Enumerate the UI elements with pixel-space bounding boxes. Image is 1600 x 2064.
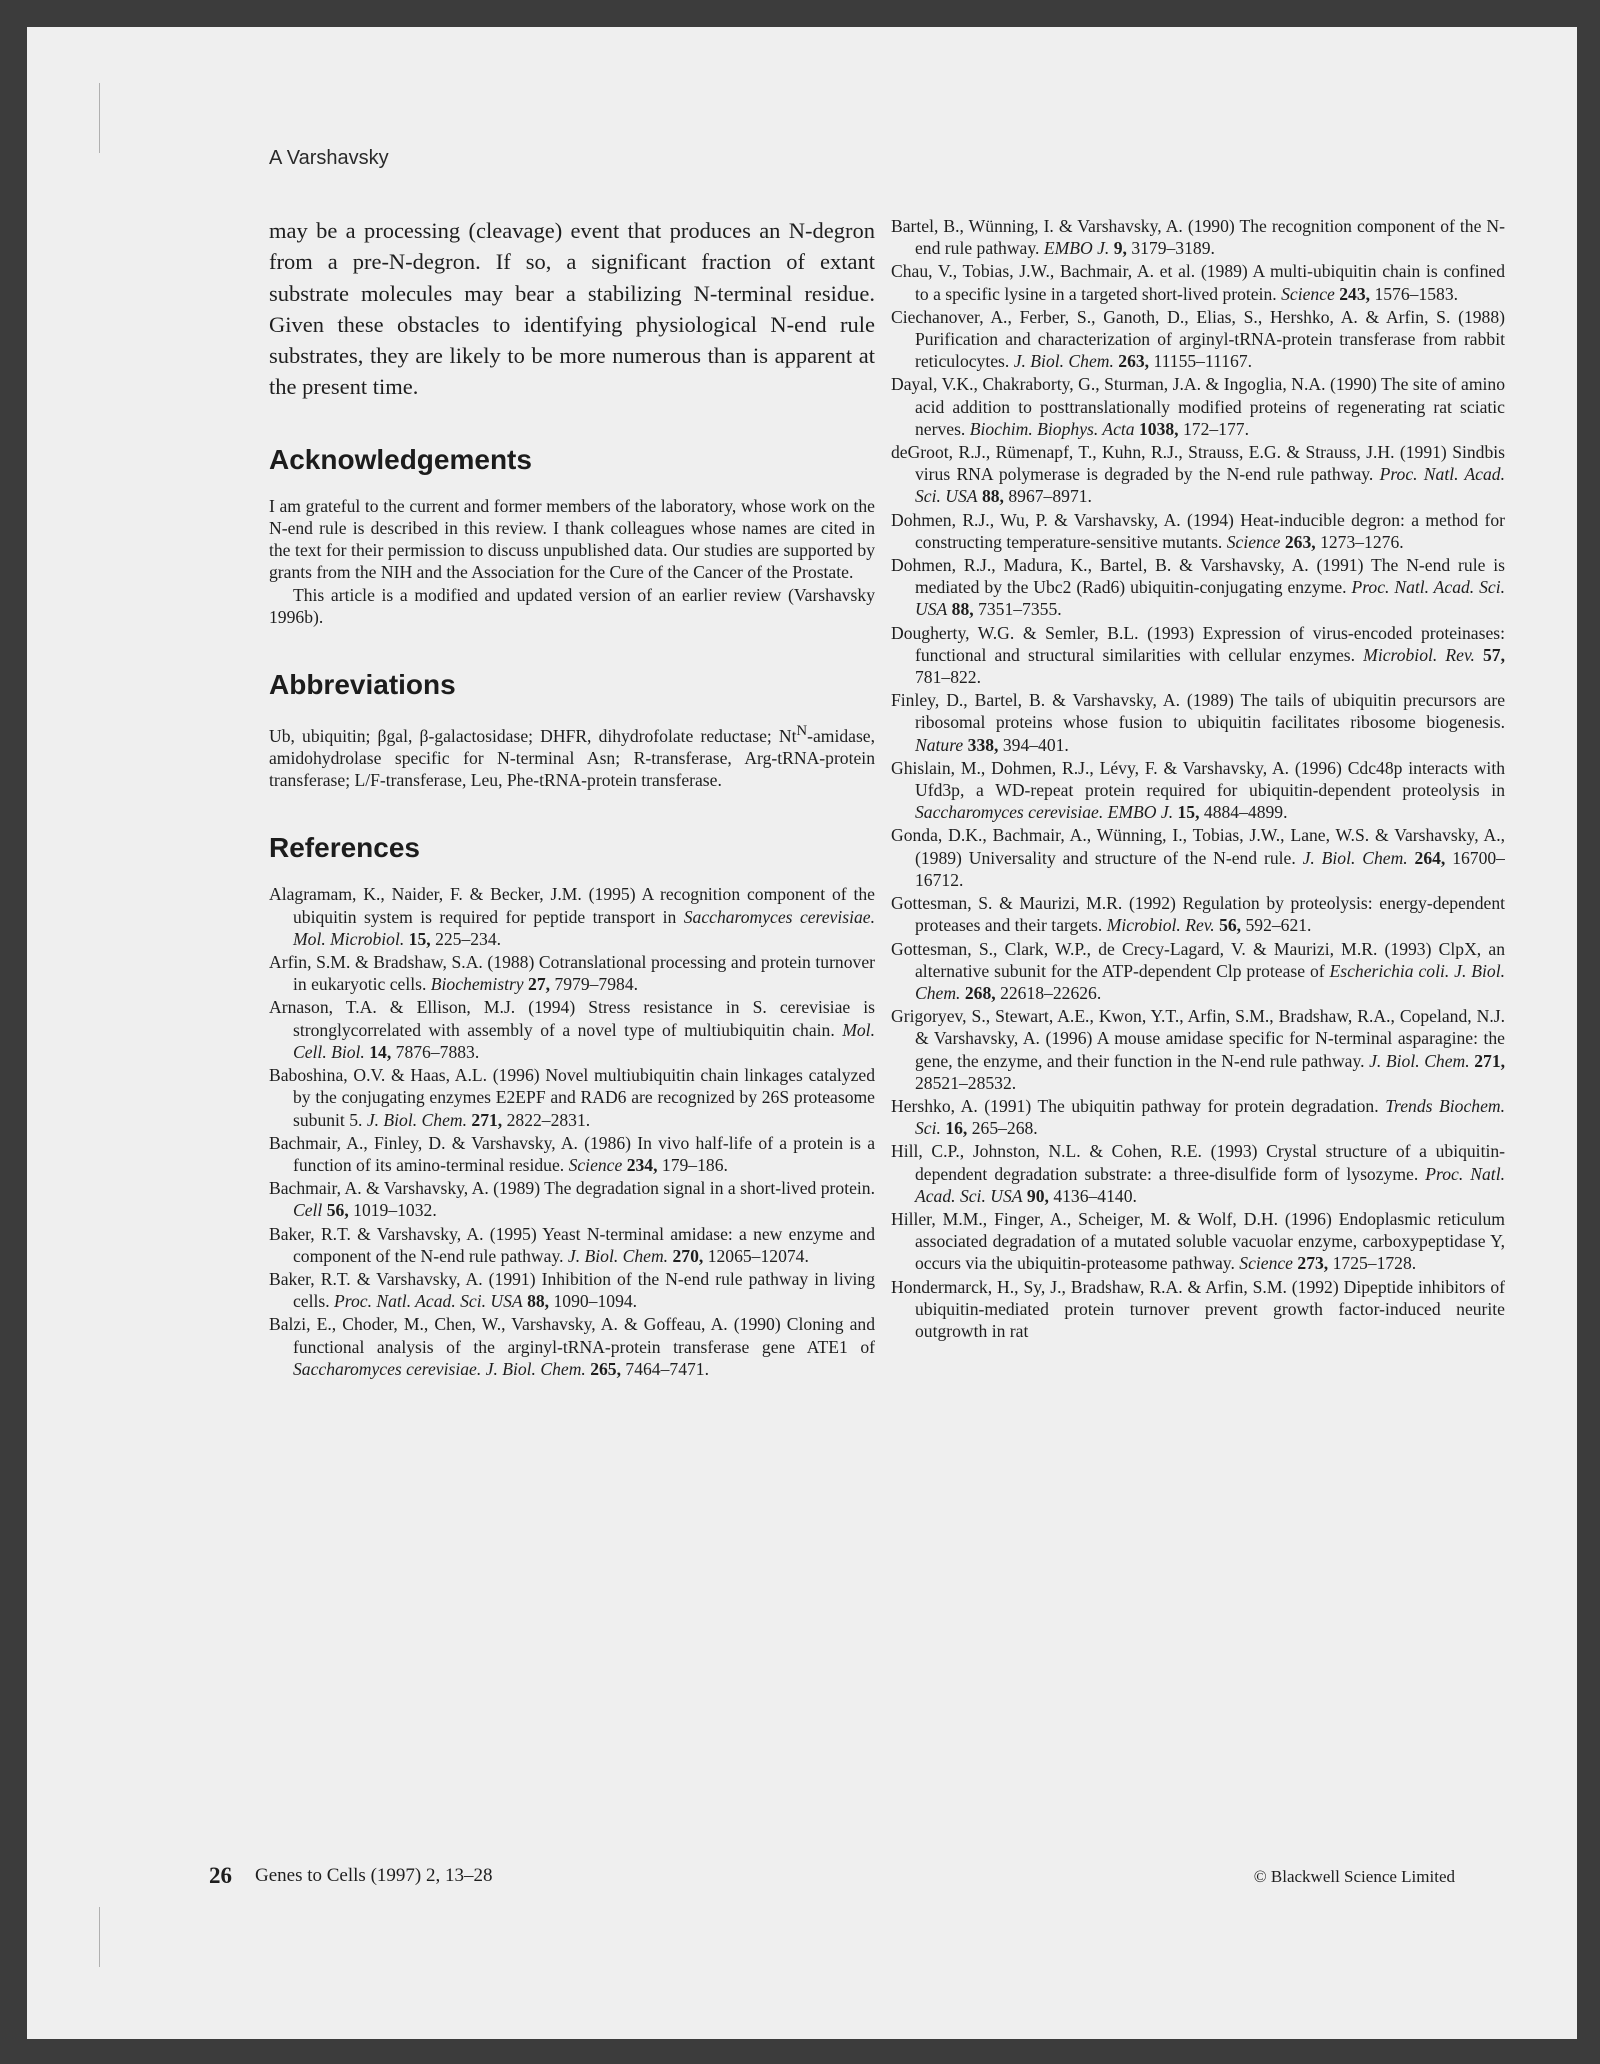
reference-item bbox=[891, 824, 1505, 891]
reference-text: Baker, R.T. & Varshavsky, A. (1991) Inhibition of the N-end rule pathway in living cells. bbox=[269, 1268, 875, 1312]
reference-item bbox=[891, 215, 1505, 259]
reference-volume: 270, bbox=[672, 1245, 704, 1266]
reference-pages: 1273–1276. bbox=[1320, 531, 1404, 552]
copyright-notice: © Blackwell Science Limited bbox=[1253, 1867, 1455, 1886]
reference-text: Arfin, S.M. & Bradshaw, S.A. (1988) Cotranslational processing and protein turnover in eukaryotic cells. bbox=[269, 952, 875, 995]
reference-item bbox=[891, 1208, 1505, 1275]
reference-item bbox=[891, 373, 1505, 440]
reference-pages: 172–177. bbox=[1182, 418, 1249, 439]
abbreviations-superscript: N bbox=[796, 723, 808, 739]
reference-journal: Mol. Cell. Biol. bbox=[293, 1019, 875, 1062]
reference-item bbox=[891, 892, 1505, 936]
reference-pages: 2822–2831. bbox=[506, 1109, 591, 1130]
reference-item bbox=[891, 441, 1505, 508]
reference-journal: Proc. Natl. Acad. Sci. USA bbox=[915, 1163, 1505, 1206]
reference-journal: Proc. Natl. Acad. Sci. USA bbox=[915, 577, 1505, 620]
reference-item bbox=[891, 509, 1505, 553]
reference-volume: 88, bbox=[951, 599, 974, 620]
reference-text: Balzi, E., Choder, M., Chen, W., Varshavsky, A. & Goffeau, A. (1990) Cloning and functional analysis of the arginyl-tRNA-protein transferase gene ATE1 of bbox=[269, 1314, 875, 1357]
reference-journal: Proc. Natl. Acad. Sci. USA bbox=[915, 464, 1505, 507]
reference-item bbox=[269, 1177, 875, 1221]
reference-pages: 179–186. bbox=[661, 1154, 728, 1175]
reference-text: deGroot, R.J., Rümenapf, T., Kuhn, R.J., Strauss, E.G. & Strauss, J.H. (1991) Sindbis virus RNA polymerase is degraded by the N-end rule pathway. bbox=[891, 442, 1505, 485]
reference-text: Bachmair, A., Finley, D. & Varshavsky, A. (1986) In vivo half-life of a protein is a function of its amino-terminal residue. bbox=[269, 1132, 875, 1175]
reference-pages: 12065–12074. bbox=[707, 1245, 809, 1266]
reference-pages: 1725–1728. bbox=[1332, 1253, 1417, 1274]
reference-journal: J. Biol. Chem. bbox=[1013, 351, 1114, 372]
reference-journal: Microbiol. Rev. bbox=[1363, 644, 1475, 665]
reference-text: Dohmen, R.J., Wu, P. & Varshavsky, A. (1994) Heat-inducible degron: a method for constructing temperature-sensitive mutants. bbox=[891, 509, 1505, 552]
reference-pages: 1090–1094. bbox=[553, 1291, 638, 1312]
reference-text: Hondermarck, H., Sy, J., Bradshaw, R.A. & Arfin, S.M. (1992) Dipeptide inhibitors of ubiquitin-mediated protein turnover prevent growth factor-induced neurite outgrowth in rat bbox=[891, 1276, 1505, 1341]
reference-volume: 264, bbox=[1414, 847, 1446, 868]
reference-text: Finley, D., Bartel, B. & Varshavsky, A. (1989) The tails of ubiquitin precursors are ribosomal proteins whose fusion to ubiquitin facilitates ribosome biogenesis. bbox=[891, 690, 1505, 733]
reference-text: Alagramam, K., Naider, F. & Becker, J.M. (1995) A recognition component of the ubiquitin system is required for peptide transport in bbox=[269, 884, 875, 927]
reference-pages: 8967–8971. bbox=[1008, 486, 1092, 507]
reference-journal: EMBO J. bbox=[1043, 238, 1110, 259]
journal-citation: Genes to Cells (1997) 2, 13–28 bbox=[255, 1865, 493, 1886]
reference-item bbox=[269, 1223, 875, 1267]
reference-journal: Cell bbox=[293, 1200, 323, 1221]
reference-item bbox=[891, 306, 1505, 373]
reference-list bbox=[269, 883, 875, 1379]
reference-journal: Science bbox=[1226, 531, 1281, 552]
reference-item bbox=[891, 1005, 1505, 1094]
reference-item bbox=[891, 1276, 1505, 1343]
page-number: 26 bbox=[209, 1863, 232, 1888]
reference-pages: 7351–7355. bbox=[978, 599, 1062, 620]
reference-volume: 263, bbox=[1284, 531, 1316, 552]
reference-text: Chau, V., Tobias, J.W., Bachmair, A. et al. (1989) A multi-ubiquitin chain is confined to a specific lysine in a targeted short-lived protein. bbox=[891, 261, 1505, 304]
reference-pages: 22618–22626. bbox=[1000, 982, 1102, 1003]
reference-journal: Microbiol. Rev. bbox=[1106, 915, 1215, 936]
reference-item bbox=[891, 689, 1505, 756]
margin-mark bbox=[99, 83, 100, 153]
reference-pages: 4136–4140. bbox=[1053, 1185, 1137, 1206]
reference-text: Bartel, B., Wünning, I. & Varshavsky, A. (1990) The recognition component of the N-end rule pathway. bbox=[891, 216, 1505, 259]
reference-text: Dougherty, W.G. & Semler, B.L. (1993) Expression of virus-encoded proteinases: functional and structural similarities with cellular enzymes. bbox=[891, 622, 1505, 665]
reference-text: Baker, R.T. & Varshavsky, A. (1995) Yeast N-terminal amidase: a new enzyme and component of the N-end rule pathway. bbox=[269, 1223, 875, 1266]
reference-pages: 3179–3189. bbox=[1131, 238, 1215, 259]
reference-pages: 7464–7471. bbox=[625, 1358, 709, 1379]
reference-item bbox=[269, 883, 875, 950]
reference-journal: Biochemistry bbox=[430, 974, 524, 995]
reference-journal: Science bbox=[1239, 1253, 1293, 1274]
reference-pages: 394–401. bbox=[1002, 734, 1069, 755]
reference-text: Dayal, V.K., Chakraborty, G., Sturman, J.A. & Ingoglia, N.A. (1990) The site of amino acid addition to posttranslationally modified proteins of regenerating rat sciatic nerves. bbox=[891, 374, 1505, 439]
reference-item bbox=[269, 1313, 875, 1380]
reference-volume: 27, bbox=[528, 974, 551, 995]
reference-journal: Saccharomyces cerevisiae. EMBO J. bbox=[915, 802, 1174, 823]
reference-volume: 16, bbox=[945, 1118, 968, 1139]
reference-volume: 88, bbox=[527, 1291, 550, 1312]
abbreviations-heading: Abbreviations bbox=[269, 669, 456, 700]
reference-pages: 265–268. bbox=[971, 1118, 1038, 1139]
acknowledgements-note: This article is a modified and updated version of an earlier review (Varshavsky 1996b). bbox=[269, 584, 875, 627]
reference-pages: 592–621. bbox=[1245, 915, 1312, 936]
reference-text: Arnason, T.A. & Ellison, M.J. (1994) Stress resistance in S. cerevisiae is stronglycorrelated with assembly of a novel type of multiubiquitin chain. bbox=[269, 997, 875, 1040]
reference-item bbox=[269, 1132, 875, 1176]
reference-text: Grigoryev, S., Stewart, A.E., Kwon, Y.T., Arfin, S.M., Bradshaw, R.A., Copeland, N.J. & Varshavsky, A. (1996) A mouse amidase specific for N-terminal asparagine: the gene, the enzyme, and their function in the N-end rule pathway. bbox=[891, 1006, 1505, 1071]
reference-journal: J. Biol. Chem. bbox=[366, 1109, 467, 1130]
reference-text: Baboshina, O.V. & Haas, A.L. (1996) Novel multiubiquitin chain linkages catalyzed by the conjugating enzymes E2EPF and RAD6 are recognized by 26S proteasome subunit 5. bbox=[269, 1065, 875, 1130]
reference-text: Dohmen, R.J., Madura, K., Bartel, B. & Varshavsky, A. (1991) The N-end rule is mediated by the Ubc2 (Rad6) ubiquitin-conjugating enzyme. bbox=[891, 555, 1505, 598]
reference-pages: 1576–1583. bbox=[1374, 283, 1459, 304]
reference-volume: 265, bbox=[590, 1358, 621, 1379]
reference-item bbox=[891, 1095, 1505, 1139]
reference-item bbox=[891, 938, 1505, 1005]
reference-pages: 225–234. bbox=[435, 928, 502, 949]
reference-journal: J. Biol. Chem. bbox=[567, 1245, 669, 1266]
reference-journal: J. Biol. Chem. bbox=[1369, 1050, 1470, 1071]
reference-journal: Escherichia coli. J. Biol. Chem. bbox=[915, 960, 1505, 1003]
reference-item bbox=[269, 951, 875, 995]
reference-volume: 268, bbox=[964, 982, 996, 1003]
reference-volume: 90, bbox=[1026, 1185, 1049, 1206]
reference-item bbox=[891, 260, 1505, 304]
reference-journal: Nature bbox=[915, 734, 964, 755]
reference-journal: Biochim. Biophys. Acta bbox=[969, 418, 1135, 439]
reference-text: Hill, C.P., Johnston, N.L. & Cohen, R.E. (1993) Crystal structure of a ubiquitin- dependent degradation substrate: a three-disulfide form of lysozyme. bbox=[891, 1141, 1505, 1184]
reference-journal: Saccharomyces cerevisiae. J. Biol. Chem. bbox=[293, 1358, 586, 1379]
reference-volume: 15, bbox=[408, 928, 431, 949]
reference-pages: 11155–11167. bbox=[1153, 351, 1253, 372]
reference-pages: 16700–16712. bbox=[915, 847, 1505, 890]
reference-pages: 1019–1032. bbox=[353, 1200, 437, 1221]
reference-text: Gottesman, S. & Maurizi, M.R. (1992) Regulation by proteolysis: energy-dependent proteases and their targets. bbox=[891, 893, 1505, 936]
left-column bbox=[269, 215, 875, 1823]
reference-pages: 28521–28532. bbox=[915, 1072, 1017, 1093]
reference-item bbox=[269, 1268, 875, 1312]
reference-pages: 4884–4899. bbox=[1203, 802, 1288, 823]
reference-volume: 271, bbox=[471, 1109, 503, 1130]
reference-text: Gottesman, S., Clark, W.P., de Crecy-Lagard, V. & Maurizi, M.R. (1993) ClpX, an alternative subunit for the ATP-dependent Clp protease of bbox=[891, 938, 1505, 981]
reference-item bbox=[891, 554, 1505, 621]
reference-text: Hershko, A. (1991) The ubiquitin pathway for protein degradation. bbox=[891, 1095, 1379, 1116]
right-column bbox=[891, 215, 1505, 1823]
reference-text: Gonda, D.K., Bachmair, A., Wünning, I., Tobias, J.W., Lane, W.S. & Varshavsky, A., (1989) Universality and structure of the N-end rule. bbox=[891, 825, 1505, 868]
reference-pages: 7979–7984. bbox=[554, 974, 639, 995]
reference-text: Ciechanover, A., Ferber, S., Ganoth, D., Elias, S., Hershko, A. & Arfin, S. (1988) Purification and characterization of arginyl-tRNA-protein transferase from rabbit reticulocytes. bbox=[891, 306, 1505, 372]
reference-journal: Trends Biochem. Sci. bbox=[915, 1095, 1505, 1139]
reference-volume: 273, bbox=[1297, 1253, 1329, 1274]
reference-pages: 781–822. bbox=[915, 667, 981, 688]
references-heading: References bbox=[269, 832, 420, 864]
reference-journal: Science bbox=[1281, 283, 1335, 304]
reference-journal: Proc. Natl. Acad. Sci. USA bbox=[334, 1291, 523, 1312]
reference-text: Ghislain, M., Dohmen, R.J., Lévy, F. & Varshavsky, A. (1996) Cdc48p interacts with Ufd3p, a WD-repeat protein required for ubiquitin-dependent proteolysis in bbox=[891, 757, 1505, 801]
reference-item bbox=[891, 757, 1505, 824]
journal-page bbox=[27, 27, 1577, 2039]
running-head: A Varshavsky bbox=[269, 147, 389, 169]
reference-item bbox=[891, 1140, 1505, 1207]
reference-item bbox=[269, 996, 875, 1063]
margin-mark bbox=[99, 1907, 100, 1967]
reference-pages: 7876–7883. bbox=[395, 1041, 480, 1062]
reference-volume: 56, bbox=[326, 1200, 349, 1221]
reference-volume: 88, bbox=[981, 486, 1004, 507]
reference-volume: 338, bbox=[967, 734, 999, 755]
reference-item bbox=[891, 622, 1505, 689]
reference-volume: 271, bbox=[1474, 1050, 1505, 1071]
reference-volume: 14, bbox=[369, 1041, 392, 1062]
intro-paragraph: may be a processing (cleavage) event that produces an N-degron from a pre-N-degron. If so, a significant fraction of extant substrate molecules may bear a stabilizing N-terminal residue. Given these obstacles to identifying physiological N-end rule substrates, they are likely to be more numerous than is apparent at the present time. bbox=[269, 218, 875, 400]
reference-text: Hiller, M.M., Finger, A., Scheiger, M. & Wolf, D.H. (1996) Endoplasmic reticulum associated degradation of a mutated soluble vacuolar enzyme, carboxypeptidase Y, occurs via the ubiquitin-proteasome pathway. bbox=[891, 1208, 1505, 1274]
abbreviations-text: -amidase, amidohydrolase specific for N-terminal Asn; R-transferase, Arg-tRNA-protein transferase; L/F-transferase, Leu, Phe-tRNA-protein transferase. bbox=[269, 725, 875, 791]
reference-volume: 234, bbox=[626, 1154, 658, 1175]
reference-journal: Science bbox=[568, 1154, 623, 1175]
acknowledgements-heading: Acknowledgements bbox=[269, 443, 532, 475]
reference-journal: J. Biol. Chem. bbox=[1302, 847, 1408, 868]
reference-text: Bachmair, A. & Varshavsky, A. (1989) The degradation signal in a short-lived protein. bbox=[269, 1178, 875, 1199]
reference-list bbox=[891, 215, 1505, 1342]
reference-item bbox=[269, 1064, 875, 1131]
acknowledgements-paragraph: I am grateful to the current and former members of the laboratory, whose work on the N-end rule is described in this review. I thank colleagues whose names are cited in the text for their permission to discuss unpublished data. Our studies are supported by grants from the NIH and the Association for the Cure of the Cancer of the Prostate. bbox=[269, 495, 875, 583]
reference-journal: Saccharomyces cerevisiae. Mol. Microbiol. bbox=[293, 906, 875, 949]
abbreviations-text: Ub, ubiquitin; βgal, β-galactosidase; DHFR, dihydrofolate reductase; Nt bbox=[269, 725, 797, 746]
reference-volume: 57, bbox=[1483, 644, 1505, 665]
reference-volume: 1038, bbox=[1138, 418, 1179, 439]
reference-volume: 9, bbox=[1113, 238, 1127, 259]
abbreviations-paragraph bbox=[269, 720, 875, 791]
reference-volume: 56, bbox=[1219, 915, 1242, 936]
reference-volume: 15, bbox=[1177, 802, 1200, 823]
reference-volume: 243, bbox=[1339, 283, 1371, 304]
reference-volume: 263, bbox=[1118, 351, 1150, 372]
